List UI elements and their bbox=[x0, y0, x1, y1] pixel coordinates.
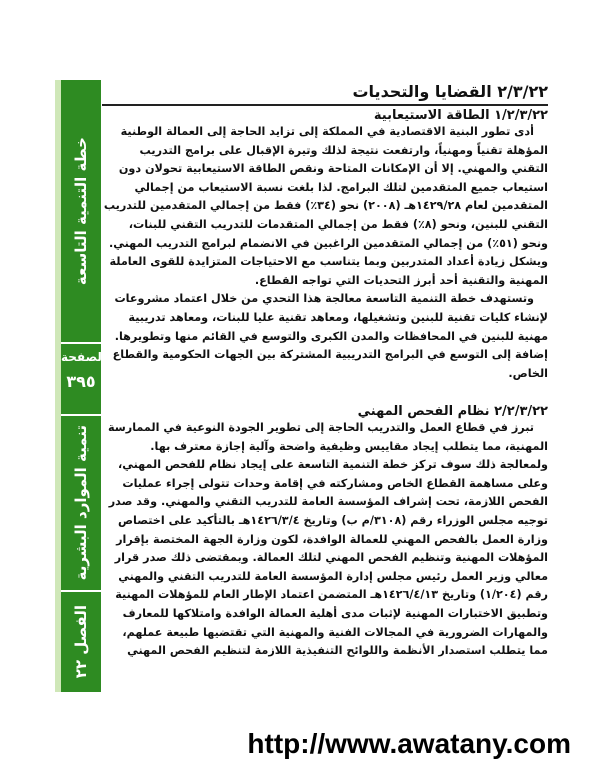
section-occupational-exam bbox=[102, 404, 548, 661]
section-exam-heading: ٢/٢/٣/٢٢ نظام الفحص المهني bbox=[357, 404, 548, 419]
sidebar-plan-block bbox=[61, 80, 101, 342]
chapter-theme: تنمية الموارد البشرية bbox=[72, 425, 90, 581]
paragraph: أدى تطور البنية الاقتصادية في المملكة إلى تزايد الحاجة إلى العمالة الوطنية المؤهلة تقنياً ومهنياً، وارتفعت نتيجة لذلك وتيرة الإقبال على برامج التدريب التقني والمهني. إلا أن الإمكانات المتاحة ونقص الطاقة الاستيعابية تحولان دون استيعاب جميع المتقدمين لتلك البرامج. لذا بلغت نسبة الاستيعاب من إجمالي المتقدمين لعام ١٤٢٩/٢٨هـ (٢٠٠٨) نحو (٣٤٪) فقط من إجمالي المتقدمين للتدريب التقني للبنين، ونحو (٨٪) فقط من إجمالي المتقدمات للتدريب التقني للبنات، ونحو (٥١٪) من إجمالي المتقدمين الراغبين في الانضمام لبرامج التدريب المهني. ويشكل زيادة أعداد المتدربين وبما يتناسب مع الاحتياجات المتزايدة للقوى العاملة المهنية والتقنية أحد أبرز التحديات التي تواجه القطاع. bbox=[103, 125, 548, 287]
title-rule bbox=[102, 104, 548, 106]
section-capacity bbox=[102, 108, 548, 383]
sidebar-chapter-block bbox=[61, 592, 101, 692]
page-label: الصفحة bbox=[61, 350, 107, 364]
section-capacity-heading: ١/٢/٣/٢٢ الطاقة الاستيعابية bbox=[373, 108, 548, 123]
footer-url[interactable]: http://www.awatany.com bbox=[247, 728, 571, 759]
page-number-box bbox=[61, 344, 107, 414]
paragraph: تبرز في قطاع العمل والتدريب الحاجة إلى تطوير الجودة النوعية في الممارسة المهنية، مما يتطلب إيجاد مقاييس وظيفية واضحة وآلية إجازة معترف بها. ولمعالجة ذلك سوف تركز خطة التنمية التاسعة على إيجاد نظام للفحص المهني، وعلى مساهمة القطاع الخاص ومشاركته في إقامة وحدات تتولى إجراء عمليات الفحص اللازمة، تحت إشراف المؤسسة العامة للتدريب التقني والمهني. وقد صدر توجيه مجلس الوزراء رقم (٣١٠٨/م ب) وتاريخ ١٤٢٦/٣/٤هـ بالتأكيد على اختصاص وزارة العمل بالفحص المهني للعمالة الوافدة، لكون وزارة الجهة المختصة بإقرار المؤهلات المهنية وتنظيم الفحص المهني لتلك العمالة. وبمقتضى ذلك صدر قرار معالي وزير العمل رئيس مجلس إدارة المؤسسة العامة للتدريب التقني والمهني رقم (١/٢٠٤) وتاريخ ١٤٢٦/٤/١٣هـ المتضمن اعتماد الإطار العام للمؤهلات المهنية وتطبيق الاختبارات المهنية لإثبات مدى أهلية العمالة الوافدة وامتلاكها للمعارف والمهارات الضرورية في المجالات الفنية والمهنية التي تقتضيها طبيعة عملهم، مما يتطلب استصدار الأنظمة واللوائح التنفيذية اللازمة لتنظيم الفحص المهني bbox=[107, 421, 548, 658]
paragraph: وتستهدف خطة التنمية التاسعة معالجة هذا التحدي من خلال اعتماد مشروعات لإنشاء كليات تقنية للبنين وتشغيلها، ومعاهد تقنية عليا للبنات، ومعاهد تدريبية مهنية للبنين في المحافظات والمدن الكبرى والتوسع في القائم منها وتطويرها. إضافة إلى التوسع في البرامج التدريبية المشتركة بين الجهات الحكومية والقطاع الخاص. bbox=[112, 292, 548, 380]
sidebar-theme-block bbox=[61, 416, 101, 590]
section-title: ٢/٣/٢٢ القضايا والتحديات bbox=[352, 82, 548, 101]
chapter-label: الفصل ٢٢ bbox=[72, 605, 90, 679]
page-number: ٣٩٥ bbox=[66, 372, 96, 391]
plan-label: خطة التنمية التاسعة bbox=[72, 136, 90, 286]
